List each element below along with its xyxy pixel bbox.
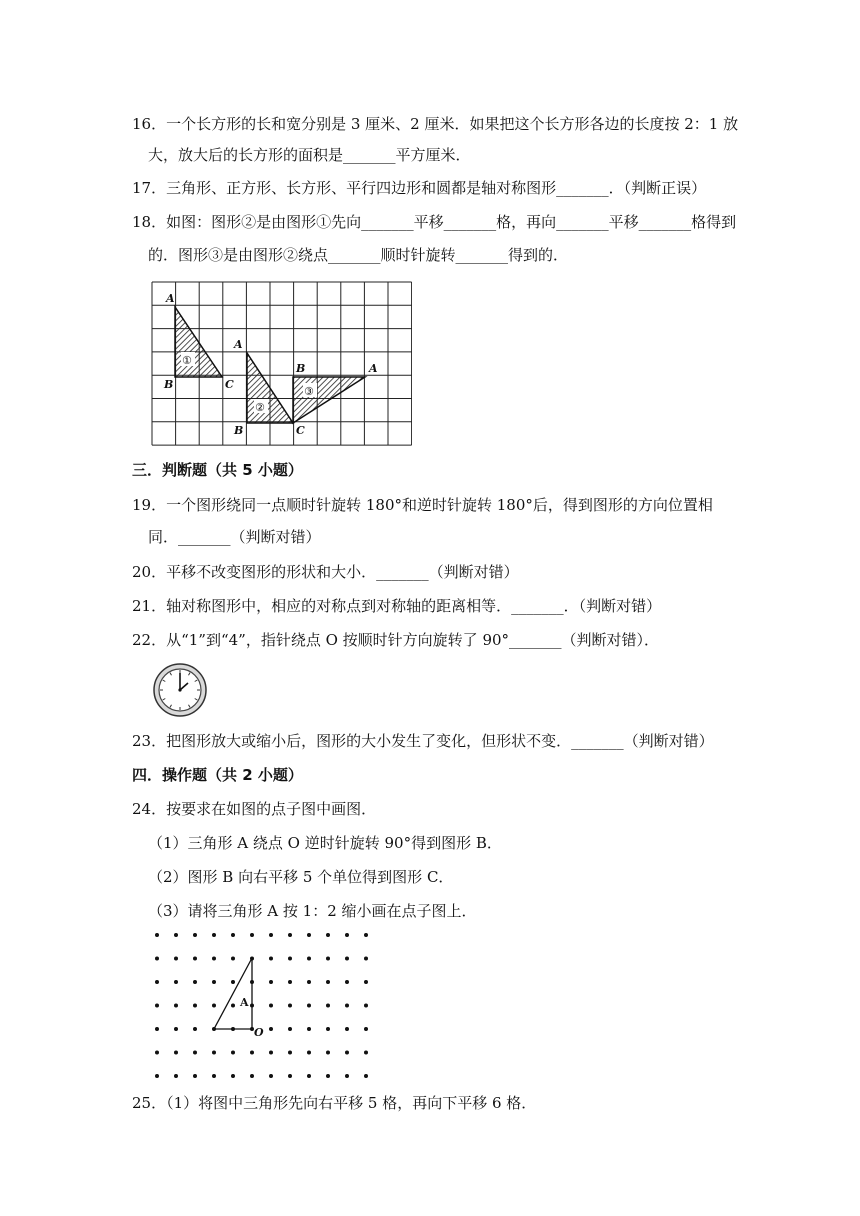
grid-dot — [231, 1051, 235, 1055]
section3-heading: 三．判断题（共 5 小题） — [132, 461, 303, 479]
grid-dot — [345, 1051, 349, 1055]
label-C1: C — [225, 378, 234, 391]
grid-dot — [250, 1051, 254, 1055]
grid-dot — [174, 980, 178, 984]
grid-dot — [231, 933, 235, 937]
grid-dot — [193, 1027, 197, 1031]
q18-line1: 18．如图：图形②是由图形①先向_______平移_______格，再向_______平移_______格得到 — [132, 213, 737, 231]
q24-line1: 24．按要求在如图的点子图中画图． — [132, 800, 377, 818]
q21-line1: 21．轴对称图形中，相应的对称点到对称轴的距离相等．_______．（判断对错） — [132, 597, 662, 615]
q17-line1: 17．三角形、正方形、长方形、平行四边形和圆都是轴对称图形_______．（判断正误） — [132, 179, 707, 197]
grid-dot — [193, 1051, 197, 1055]
grid-dot — [288, 1027, 292, 1031]
triangle-A — [214, 958, 252, 1029]
label-A3: A — [369, 362, 378, 375]
label-circle-2: ② — [255, 401, 265, 414]
grid-dot — [231, 1074, 235, 1078]
grid-dot — [288, 1004, 292, 1008]
clock-icon — [152, 662, 208, 718]
grid-dot — [326, 933, 330, 937]
grid-dot — [174, 957, 178, 961]
grid-dot — [269, 1004, 273, 1008]
grid-dot — [345, 957, 349, 961]
grid-dot — [231, 1004, 235, 1008]
grid-dot — [326, 1074, 330, 1078]
grid-dot — [212, 1074, 216, 1078]
grid-dot — [288, 933, 292, 937]
grid-dot — [193, 933, 197, 937]
label-circle-1: ① — [182, 354, 192, 367]
grid-dot — [155, 1004, 159, 1008]
q23-line1: 23．把图形放大或缩小后，图形的大小发生了变化，但形状不变．_______（判断对错） — [132, 732, 714, 750]
grid-dot — [155, 980, 159, 984]
label-B2: B — [234, 424, 244, 437]
q24-dot-grid — [148, 930, 378, 1080]
grid-dot — [364, 980, 368, 984]
grid-dot — [307, 1051, 311, 1055]
label-C2: C — [296, 424, 305, 437]
label-B3: B — [296, 362, 306, 375]
grid-dot — [155, 1074, 159, 1078]
grid-dot — [326, 980, 330, 984]
grid-dot — [155, 957, 159, 961]
q22-line1: 22．从“1”到“4”，指针绕点 O 按顺时针方向旋转了 90°_______（判断对错）． — [132, 631, 660, 649]
grid-dot — [212, 980, 216, 984]
grid-dot — [212, 957, 216, 961]
grid-dot — [212, 933, 216, 937]
grid-dot — [193, 980, 197, 984]
label-circle-3: ③ — [304, 385, 314, 398]
grid-dot — [269, 1074, 273, 1078]
grid-dot — [364, 1027, 368, 1031]
grid-dot — [326, 957, 330, 961]
grid-dot — [326, 1027, 330, 1031]
grid-dot — [269, 933, 273, 937]
grid-dot — [250, 933, 254, 937]
grid-dot — [231, 957, 235, 961]
grid-dot — [212, 1051, 216, 1055]
q24-item1: （1）三角形 A 绕点 O 逆时针旋转 90°得到图形 B． — [148, 834, 502, 852]
q25-line1: 25．（1）将图中三角形先向右平移 5 格，再向下平移 6 格． — [132, 1094, 537, 1112]
q18-line2: 的．图形③是由图形②绕点_______顺时针旋转_______得到的． — [148, 246, 569, 264]
grid-dot — [174, 1004, 178, 1008]
q24-item3: （3）请将三角形 A 按 1：2 缩小画在点子图上． — [148, 902, 477, 920]
q16-line1: 16．一个长方形的长和宽分别是 3 厘米、2 厘米．如果把这个长方形各边的长度按 2：1 放 — [132, 115, 739, 133]
section4-heading: 四．操作题（共 2 小题） — [132, 766, 303, 784]
grid-dot — [269, 957, 273, 961]
grid-dot — [307, 933, 311, 937]
grid-dot — [326, 1051, 330, 1055]
grid-dot — [345, 980, 349, 984]
grid-dot — [155, 1051, 159, 1055]
q24-item2: （2）图形 B 向右平移 5 个单位得到图形 C． — [148, 868, 454, 886]
grid-dot — [307, 1027, 311, 1031]
label-B1: B — [164, 378, 174, 391]
grid-dot — [307, 957, 311, 961]
grid-dot — [269, 1027, 273, 1031]
grid-dot — [193, 957, 197, 961]
grid-dot — [174, 933, 178, 937]
label-A: A — [240, 996, 249, 1009]
q20-line1: 20．平移不改变图形的形状和大小．_______（判断对错） — [132, 563, 519, 581]
grid-dot — [269, 980, 273, 984]
q16-line2: 大，放大后的长方形的面积是_______平方厘米． — [148, 146, 471, 164]
grid-dot — [307, 1004, 311, 1008]
grid-dot — [345, 1027, 349, 1031]
grid-dot — [364, 1074, 368, 1078]
grid-dot — [364, 933, 368, 937]
grid-dot — [307, 980, 311, 984]
q19-line2: 同．_______（判断对错） — [148, 528, 321, 546]
label-A2: A — [234, 338, 243, 351]
grid-dot — [174, 1074, 178, 1078]
grid-dot — [155, 933, 159, 937]
grid-dot — [250, 1074, 254, 1078]
grid-dot — [193, 1004, 197, 1008]
grid-dot — [174, 1027, 178, 1031]
q18-grid-figure — [150, 278, 412, 452]
q19-line1: 19．一个图形绕同一点顺时针旋转 180°和逆时针旋转 180°后，得到图形的方向位置相 — [132, 496, 713, 514]
grid-dot — [231, 980, 235, 984]
grid-dot — [307, 1074, 311, 1078]
label-A1: A — [166, 292, 175, 305]
grid-dot — [174, 1051, 178, 1055]
grid-dot — [326, 1004, 330, 1008]
grid-dot — [212, 1004, 216, 1008]
grid-dot — [345, 1004, 349, 1008]
grid-dot — [364, 1004, 368, 1008]
label-O: O — [254, 1026, 264, 1039]
grid-dot — [364, 1051, 368, 1055]
grid-dot — [288, 1051, 292, 1055]
grid-dot — [269, 1051, 273, 1055]
grid-dot — [364, 957, 368, 961]
grid-dot — [288, 1074, 292, 1078]
grid-dot — [345, 933, 349, 937]
grid-dot — [193, 1074, 197, 1078]
grid-dot — [288, 980, 292, 984]
grid-dot — [288, 957, 292, 961]
grid-dot — [155, 1027, 159, 1031]
grid-dot — [345, 1074, 349, 1078]
